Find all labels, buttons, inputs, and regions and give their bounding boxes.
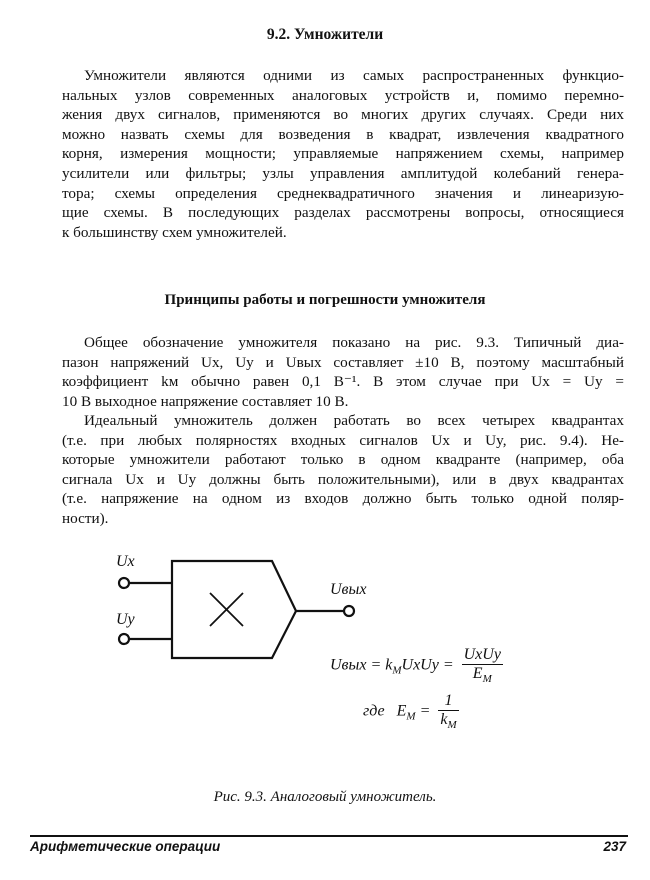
ux-label: Ux — [116, 553, 135, 570]
intro-line: можно назвать схемы для возведения в квадрат, извлечения квадратного — [62, 125, 624, 143]
paragraph-line: которые умножители работают только в одном квадранте (например, оба — [62, 451, 624, 469]
footer-chapter: Арифметические операции — [30, 839, 221, 854]
intro-paragraph — [62, 66, 624, 242]
intro-line: Умножители являются одними из самых распространенных функцио- — [84, 67, 624, 84]
paragraph-line: (т.е. напряжение на одном из входов должно быть только одной поляр- — [62, 490, 624, 508]
intro-line: корня, измерения мощности; управляемые напряжением схемы, например — [62, 145, 624, 163]
page-number: 237 — [603, 839, 626, 854]
paragraph-line: сигнала Ux и Uy должны быть положительными), или в двух квадрантах — [62, 470, 624, 488]
intro-line: усилители или фильтры; узлы управления амплитудой колебаний генера- — [62, 164, 624, 182]
formula-mid: UxUy = — [401, 656, 454, 674]
formula-denominator: E — [472, 665, 483, 682]
intro-line: тора; схемы определения среднеквадратичного значения и линеаризую- — [62, 184, 624, 202]
paragraph-line: ности). — [62, 509, 109, 527]
formula-lhs: Uвых = k — [330, 656, 393, 674]
paragraph-line: пазон напряжений Ux, Uy и Uвых составляет ±10 В, поэтому масштабный — [62, 353, 624, 371]
output-formula — [330, 646, 503, 685]
uy-label: Uy — [116, 611, 135, 628]
intro-line: нальных узлов современных аналоговых устройств и, помимо перемно- — [62, 86, 624, 104]
principles-paragraph — [62, 333, 624, 411]
em-formula — [363, 692, 459, 731]
multiplier-body — [172, 561, 296, 658]
em-numerator: 1 — [438, 692, 458, 711]
paragraph-line: коэффициент kм обычно равен 0,1 В⁻¹. В этом случае при Ux = Uy = — [62, 373, 624, 391]
formula-den-sub: M — [482, 673, 492, 686]
paragraph-line: Общее обозначение умножителя показано на рис. 9.3. Типичный диа- — [84, 334, 624, 351]
paragraph-line: (т.е. при любых полярностях входных сигналов Ux и Uy, рис. 9.4). Не- — [62, 431, 624, 449]
ux-terminal — [119, 578, 129, 588]
em-eq: = — [419, 702, 431, 720]
multiplier-symbol — [100, 550, 380, 660]
uy-terminal — [119, 634, 129, 644]
paragraph-line: 10 В выходное напряжение составляет 10 В. — [62, 392, 349, 410]
em-denominator: k — [440, 711, 448, 728]
em-label: E — [396, 702, 407, 720]
output-label: Uвых — [330, 581, 367, 598]
subsection-title: Принципы работы и погрешности умножителя — [164, 292, 486, 308]
output-terminal — [344, 606, 354, 616]
section-title: 9.2. Умножители — [266, 26, 384, 43]
figure-caption: Рис. 9.3. Аналоговый умножитель. — [213, 789, 437, 805]
formula-numerator: UxUy — [463, 646, 501, 663]
formula-sub: M — [392, 664, 402, 677]
intro-line: щие схемы. В последующих разделах рассмотрены вопросы, относящиеся — [62, 204, 624, 222]
footer-rule — [30, 835, 628, 837]
em-sub: M — [406, 710, 416, 723]
intro-line: к большинству схем умножителей. — [62, 223, 287, 241]
intro-line: жения двух сигналов, применяются во многих других случаях. Среди них — [62, 106, 624, 124]
quadrants-paragraph — [62, 411, 624, 529]
where-label: где — [363, 702, 385, 720]
paragraph-line: Идеальный умножитель должен работать во всех четырех квадрантах — [84, 412, 624, 429]
em-den-sub: M — [447, 719, 457, 732]
